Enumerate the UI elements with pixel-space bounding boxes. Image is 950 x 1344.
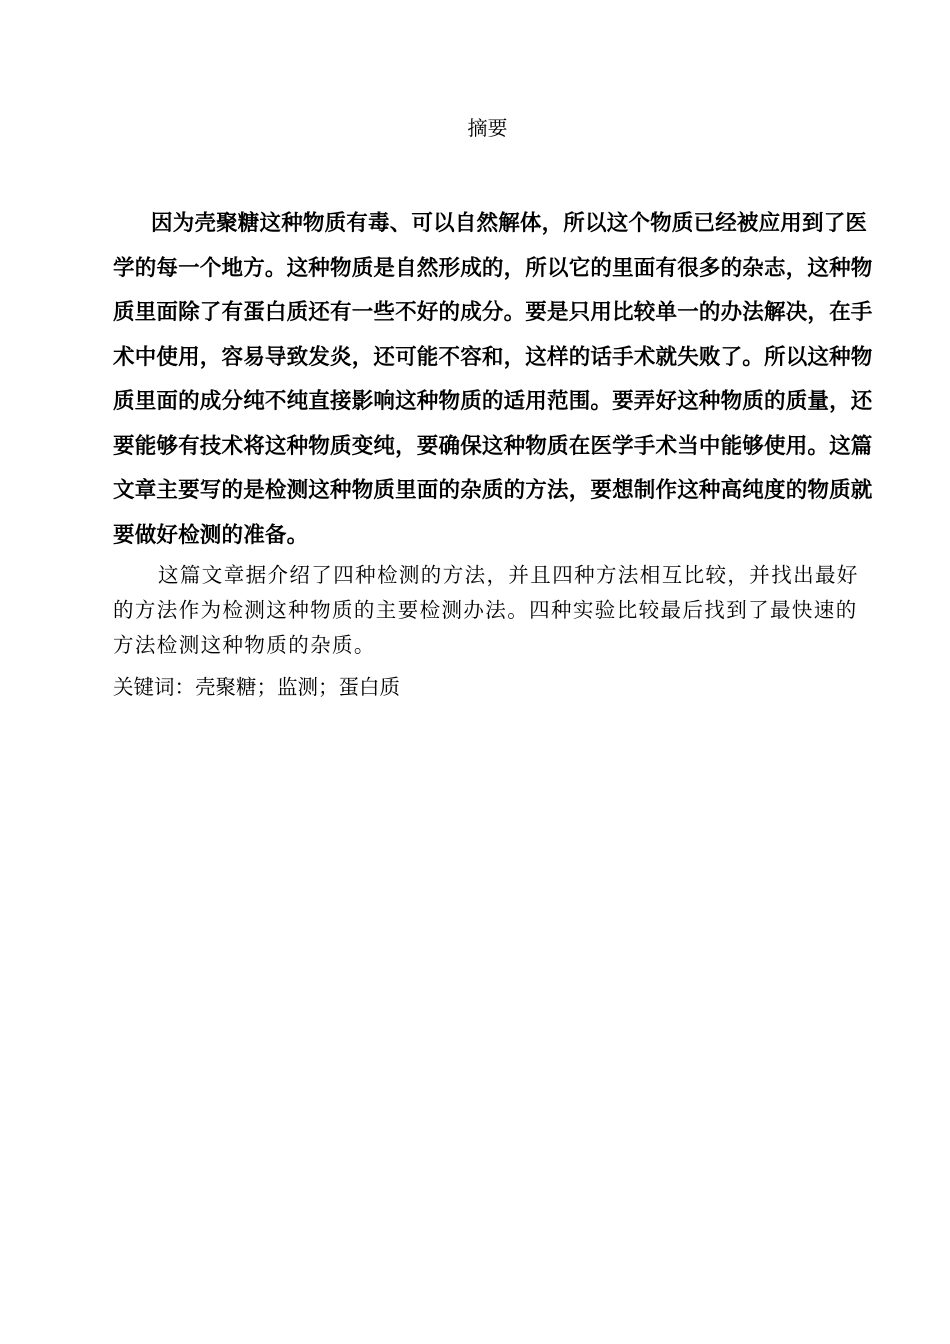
abstract-title: 摘要 [467,116,508,140]
abstract-paragraph-2: 这篇文章据介绍了四种检测的方法，并且四种方法相互比较，并找出最好的方法作为检测这种物质的主要检测办法。四种实验比较最后找到了最快速的方法检测这种物质的杂质。 [113,563,859,657]
abstract-paragraph-1: 因为壳聚糖这种物质有毒、可以自然解体，所以这个物质已经被应用到了医学的每一个地方。这种物质是自然形成的，所以它的里面有很多的杂志，这种物质里面除了有蛋白质还有一些不好的成分。要是只用比较单一的办法解决，在手术中使用，容易导致发炎，还可能不容和，这样的话手术就失败了。所以这种物质里面的成分纯不纯直接影响这种物质的适用范围。要弄好这种物质的质量，还要能够有技术将这种物质变纯，要确保这种物质在医学手术当中能够使用。这篇文章主要写的是检测这种物质里面的杂质的方法，要想制作这种高纯度的物质就要做好检测的准备。 [113,211,873,548]
keywords-line: 关键词：壳聚糖；监测；蛋白质 [113,675,400,699]
